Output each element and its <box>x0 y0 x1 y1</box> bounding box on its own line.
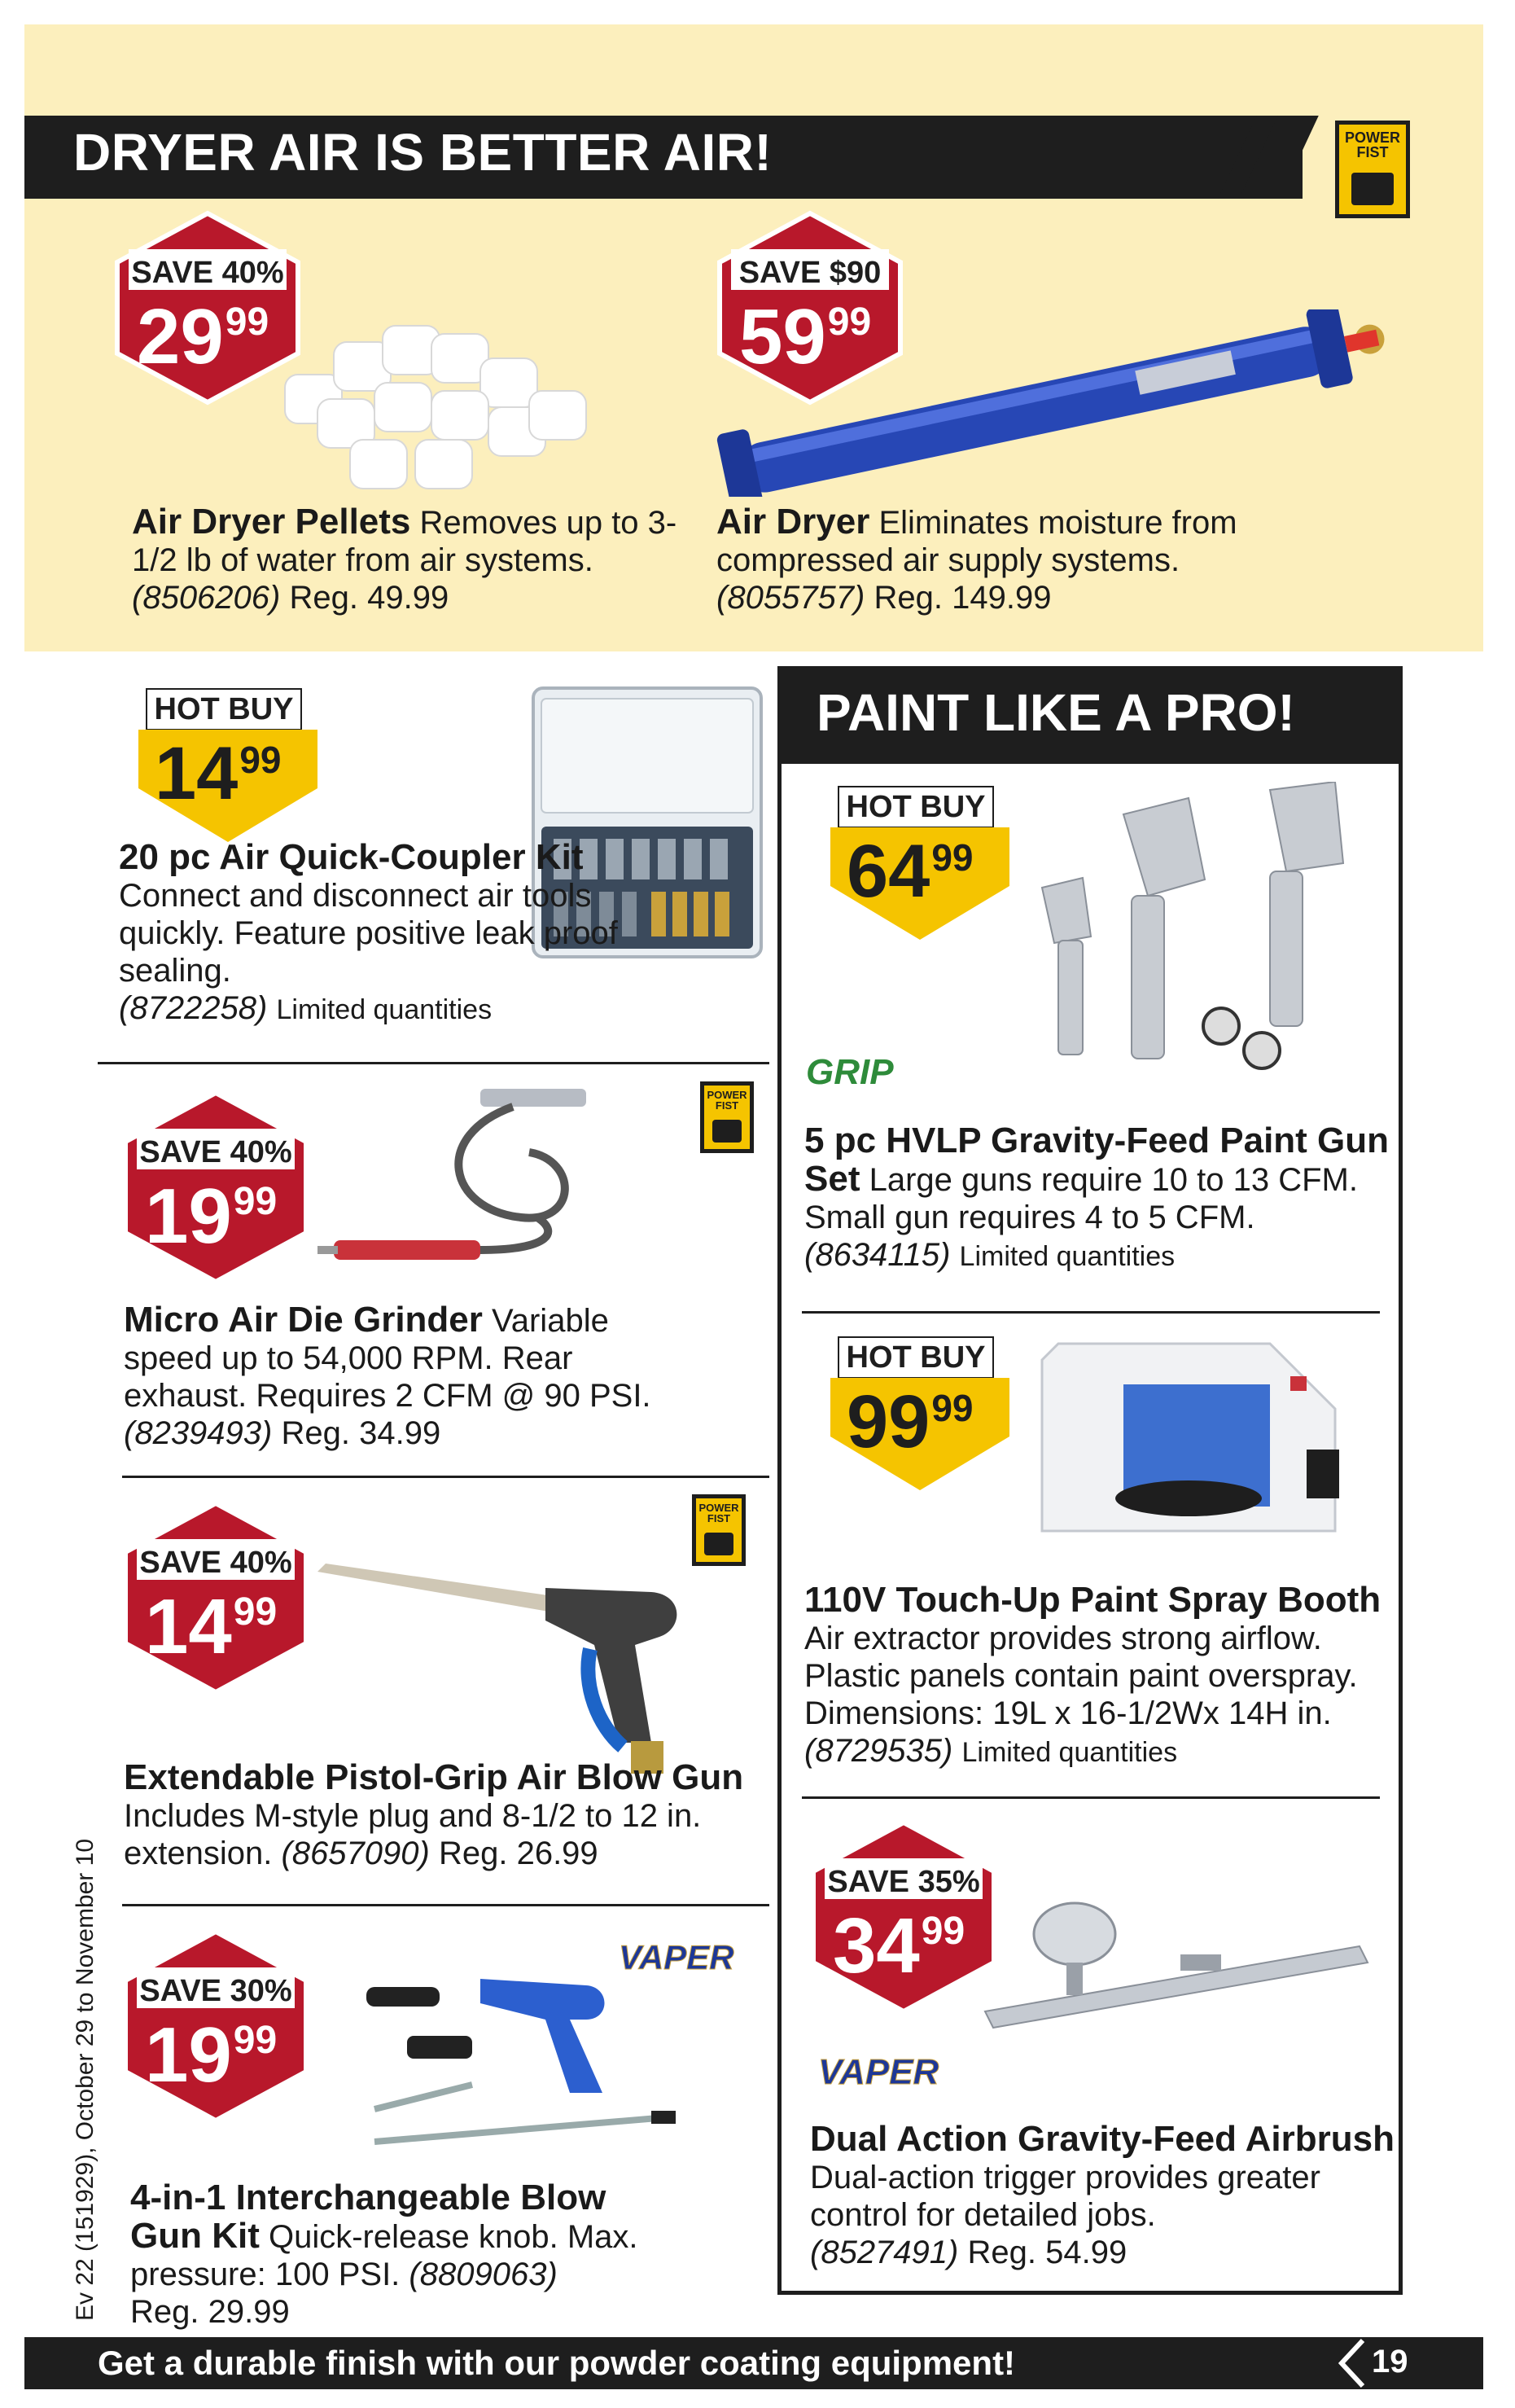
divider <box>98 1062 769 1064</box>
price <box>145 2011 278 2099</box>
product-details: Variable speed up to 54,000 RPM. Rear exhaust. Requires 2 CFM @ 90 PSI. <box>124 1303 651 1414</box>
blow-gun-kit-image <box>358 1971 684 2150</box>
regular-price: Limited quantities <box>959 1241 1176 1272</box>
price <box>145 1173 278 1260</box>
price <box>847 1380 974 1463</box>
product-details: Connect and disconnect air tools quickly. Feature positive leak proof sealing. <box>119 878 618 989</box>
price-badge <box>822 780 1018 943</box>
section-title: DRYER AIR IS BETTER AIR! <box>73 123 773 182</box>
power-fist-logo <box>700 1081 754 1153</box>
product-details: Large guns require 10 to 13 CFM. Small gun requires 4 to 5 CFM. <box>804 1162 1358 1235</box>
product-description <box>804 1581 1390 1771</box>
price-cents: 99 <box>931 836 974 879</box>
airbrush-image <box>977 1897 1384 2044</box>
price-cents: 99 <box>827 300 872 344</box>
regular-price: Reg. 49.99 <box>289 580 449 616</box>
spray-booth-image <box>1026 1336 1368 1539</box>
badge-label: HOT BUY <box>154 692 294 726</box>
divider <box>122 1904 769 1906</box>
product-code: (8634115) <box>804 1237 951 1273</box>
product-description <box>804 1122 1390 1275</box>
price-cents: 99 <box>921 1909 965 1953</box>
badge-label: HOT BUY <box>846 790 986 824</box>
product-code: (8239493) <box>124 1415 273 1451</box>
fist-icon <box>1351 173 1395 205</box>
hvlp-gun-set-image <box>1026 782 1384 1075</box>
price-badge <box>822 1331 1018 1493</box>
flyer-dates: Ev 22 (151929), October 29 to November 10 <box>72 1838 99 2321</box>
badge-label: SAVE 40% <box>139 1546 292 1580</box>
blow-gun-image <box>309 1547 749 1783</box>
price-dollars: 14 <box>145 1583 232 1670</box>
fist-icon <box>712 1120 742 1143</box>
regular-price: Limited quantities <box>276 994 493 1025</box>
price-badge <box>122 1090 309 1285</box>
price-cents: 99 <box>931 1386 974 1429</box>
grip-logo: GRIP <box>806 1052 894 1092</box>
badge-label: HOT BUY <box>846 1340 986 1375</box>
product-details: Includes M-style plug and 8-1/2 to 12 in. extension. <box>124 1798 702 1871</box>
product-title: Dual Action Gravity-Feed Airbrush <box>810 2119 1395 2159</box>
product-code: (8055757) <box>716 580 865 616</box>
price-badge <box>122 1928 309 2124</box>
product-description <box>810 2121 1396 2271</box>
product-title: 5 pc HVLP Gravity-Feed Paint Gun Set <box>804 1121 1390 1199</box>
divider <box>802 1796 1380 1799</box>
price-cents: 99 <box>233 1179 278 1223</box>
badge-label: SAVE 30% <box>139 1974 292 2008</box>
price <box>137 293 269 380</box>
regular-price: Reg. 34.99 <box>281 1415 441 1451</box>
price-badge <box>130 682 326 845</box>
price-dollars: 29 <box>137 293 224 380</box>
price-dollars: 19 <box>145 2011 232 2099</box>
regular-price: Limited quantities <box>961 1737 1178 1768</box>
product-details: Removes up to 3-1/2 lb of water from air systems. <box>132 505 677 578</box>
chevron-left-icon <box>1335 2337 1368 2389</box>
power-fist-logo <box>1335 121 1410 218</box>
vaper-logo: VAPER <box>818 2052 939 2092</box>
product-description <box>124 1759 759 1872</box>
product-code: (8729535) <box>804 1733 953 1769</box>
page-number: 19 <box>1372 2344 1408 2379</box>
product-title: Micro Air Die Grinder <box>124 1300 483 1340</box>
product-code: (8657090) <box>281 1836 430 1871</box>
price <box>145 1583 278 1670</box>
product-title: 20 pc Air Quick-Coupler Kit <box>119 837 584 877</box>
product-description <box>130 2179 651 2331</box>
product-details: Quick-release knob. Max. pressure: 100 PSI. <box>130 2219 638 2292</box>
price <box>833 1902 965 1989</box>
brand-name: POWER FIST <box>1344 129 1400 160</box>
price-dollars: 19 <box>145 1173 232 1260</box>
badge-label: SAVE $90 <box>738 256 882 290</box>
divider <box>802 1311 1380 1314</box>
price-dollars: 99 <box>847 1380 930 1463</box>
price-badge <box>122 1500 309 1695</box>
regular-price: Reg. 54.99 <box>967 2235 1127 2270</box>
product-code: (8722258) <box>119 990 268 1026</box>
divider <box>122 1476 769 1478</box>
price-cents: 99 <box>239 738 282 781</box>
product-title: 4-in-1 Interchangeable Blow Gun Kit <box>130 2178 606 2256</box>
badge-label: SAVE 40% <box>139 1135 292 1169</box>
product-code: (8527491) <box>810 2235 959 2270</box>
price-dollars: 14 <box>155 732 239 815</box>
brand-name: POWER FIST <box>698 1501 739 1524</box>
product-code: (8809063) <box>409 2257 558 2292</box>
regular-price: Reg. 29.99 <box>130 2294 290 2330</box>
product-details: Eliminates moisture from compressed air supply systems. <box>716 505 1237 578</box>
product-description <box>132 503 685 616</box>
price <box>155 732 282 815</box>
regular-price: Reg. 149.99 <box>874 580 1052 616</box>
price-dollars: 59 <box>739 293 826 380</box>
air-dryer-image <box>684 309 1400 497</box>
pellets-image <box>269 309 611 505</box>
badge-label: SAVE 35% <box>827 1865 980 1899</box>
price <box>847 830 974 913</box>
vaper-logo: VAPER <box>619 1938 734 1976</box>
price-cents: 99 <box>233 1590 278 1634</box>
price-cents: 99 <box>233 2018 278 2062</box>
product-description <box>124 1301 661 1452</box>
regular-price: Reg. 26.99 <box>438 1836 598 1871</box>
product-title: Air Dryer Pellets <box>132 502 411 542</box>
product-title: 110V Touch-Up Paint Spray Booth <box>804 1580 1381 1620</box>
paint-panel-title: PAINT LIKE A PRO! <box>817 683 1295 742</box>
price-dollars: 34 <box>833 1902 920 1989</box>
price-badge <box>810 1819 997 2015</box>
price-dollars: 64 <box>847 830 930 913</box>
product-details: Dual-action trigger provides greater control for detailed jobs. <box>810 2160 1320 2233</box>
badge-label: SAVE 40% <box>131 256 284 290</box>
brand-name: POWER FIST <box>707 1088 747 1112</box>
product-description <box>716 503 1286 616</box>
footer-text: Get a durable finish with our powder coating equipment! <box>98 2344 1016 2382</box>
die-grinder-image <box>317 1087 659 1274</box>
product-description <box>119 839 656 1029</box>
product-title: Air Dryer <box>716 502 870 542</box>
price-cents: 99 <box>225 300 269 344</box>
product-title: Extendable Pistol-Grip Air Blow Gun <box>124 1757 744 1797</box>
product-details: Air extractor provides strong airflow. Plastic panels contain paint overspray. Dimensions: 19L x 16-1/2Wx 14H in. <box>804 1621 1358 1731</box>
product-code: (8506206) <box>132 580 281 616</box>
